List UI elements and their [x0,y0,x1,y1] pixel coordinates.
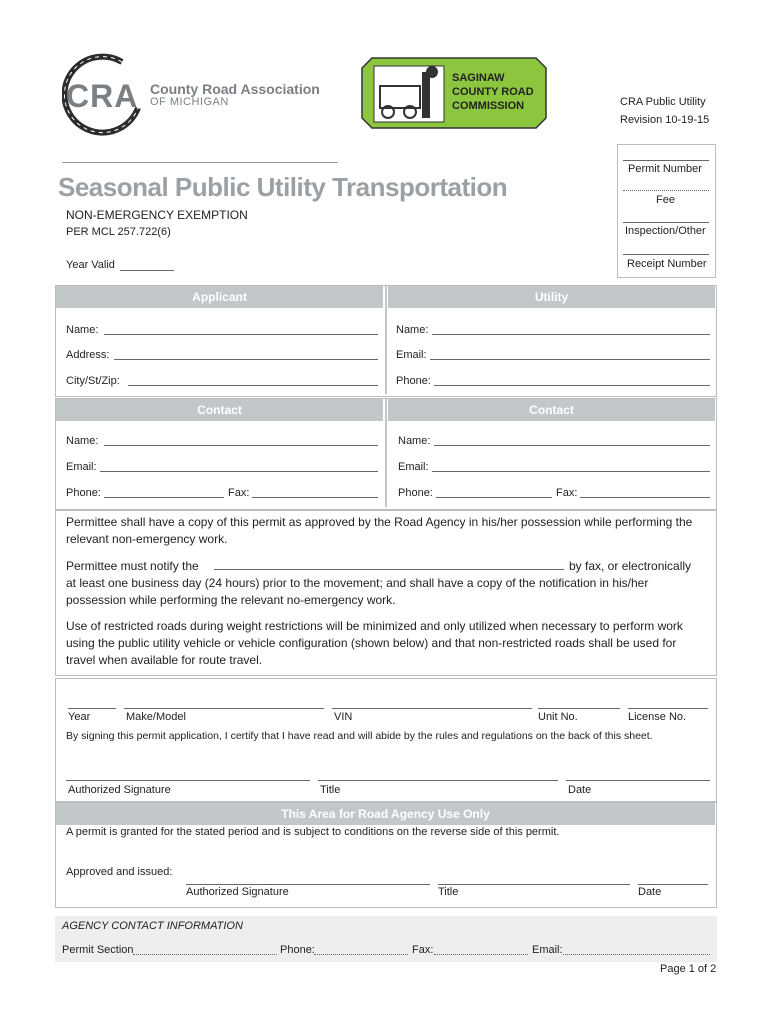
fee-label: Fee [656,194,675,206]
certify-text: By signing this permit application, I certify that I have read and will abide by the rules and regulations on the back of this sheet. [66,730,653,742]
contact-right-name-input[interactable] [434,445,710,446]
contact-email-input[interactable] [563,954,710,955]
contact-right-fax-input[interactable] [580,497,710,498]
applicant-title-label: Title [320,784,341,796]
applicant-city-input[interactable] [128,385,378,386]
utility-name-label: Name: [396,324,429,336]
agency-signature-label: Authorized Signature [186,886,289,898]
contact-phone-label: Phone: [280,944,315,956]
utility-name-input[interactable] [432,334,710,335]
notify-agency-input[interactable] [214,569,564,570]
contact-left-fax-label: Fax: [228,487,250,499]
applicant-city-label: City/St/Zip: [66,375,120,387]
unit-label: Unit No. [538,711,578,723]
doc-name: CRA Public Utility [620,96,706,108]
license-label: License No. [628,711,687,723]
vin-label: VIN [334,711,353,723]
paragraph-restricted-roads: Use of restricted roads during weight restrictions will be minimized and only utilized when necessary to perform work using the public utility vehicle or vehicle configuration (shown below) and that non-restricted roads shall be used for travel when available for route travel. [66,619,683,667]
applicant-signature-input[interactable] [66,780,310,781]
year-input[interactable] [68,708,116,709]
saginaw-line2: COUNTY ROAD [452,86,534,98]
receipt-label: Receipt Number [627,258,707,270]
contact-right-phone-input[interactable] [436,497,552,498]
permit-section-input[interactable] [133,954,277,955]
contact-left-fax-input[interactable] [252,497,378,498]
contact-fax-label: Fax: [412,944,434,956]
contact-email-label: Email: [532,944,563,956]
paragraph-notify-c: at least one business day (24 hours) prior to the movement; and shall have a copy of the notification in his/her possession while performing the relevant no-emergency work. [66,576,649,607]
utility-header: Utility [388,286,715,308]
permit-number-line[interactable] [623,160,709,161]
contact-right-email-label: Email: [398,461,429,473]
page-title: Seasonal Public Utility Transportation [58,172,508,202]
make-model-input[interactable] [124,708,324,709]
agency-contact-heading: AGENCY CONTACT INFORMATION [62,920,243,932]
license-input[interactable] [628,708,708,709]
applicant-address-input[interactable] [114,359,378,360]
applicant-address-label: Address: [66,349,110,361]
paragraph-notify-b: by fax, or electronically [569,559,692,573]
make-model-label: Make/Model [126,711,186,723]
utility-phone-input[interactable] [434,385,710,386]
applicant-name-input[interactable] [104,334,378,335]
applicant-title-input[interactable] [318,780,558,781]
subtitle-mcl: PER MCL 257.722(6) [66,226,171,238]
paragraph-possession: Permittee shall have a copy of this permit as approved by the Road Agency in his/her possession while performing the relevant non-emergency work. [66,515,693,546]
cra-logo-text: CRA [66,78,139,114]
title-rule [62,162,338,163]
agency-title-input[interactable] [438,884,630,885]
contact-right-fax-label: Fax: [556,487,578,499]
contact-right-header: Contact [388,399,715,421]
agency-date-input[interactable] [638,884,708,885]
contact-fax-input[interactable] [434,954,528,955]
applicant-signature-label: Authorized Signature [68,784,171,796]
contact-left-email-label: Email: [66,461,97,473]
contact-right-phone-label: Phone: [398,487,433,499]
contact-divider [385,399,387,507]
granted-text: A permit is granted for the stated period and is subject to conditions on the reverse side of this permit. [66,826,560,838]
subtitle-exemption: NON-EMERGENCY EXEMPTION [66,208,248,222]
vin-input[interactable] [332,708,532,709]
cra-name: County Road Association [150,81,320,97]
paragraph-notify-a: Permittee must notify the [66,559,199,573]
saginaw-line1: SAGINAW [452,72,505,84]
contact-right-email-input[interactable] [432,471,710,472]
contact-left-phone-input[interactable] [104,497,224,498]
year-label: Year [68,711,91,723]
page-number: Page 1 of 2 [660,963,717,975]
revision: Revision 10-19-15 [620,114,710,126]
agency-signature-input[interactable] [186,884,430,885]
inspection-line[interactable] [623,222,709,223]
column-divider [385,286,387,394]
contact-right-name-label: Name: [398,435,431,447]
year-valid-line[interactable] [120,270,174,271]
applicant-name-label: Name: [66,324,99,336]
agency-date-label: Date [638,886,662,898]
fee-line[interactable] [623,190,709,191]
inspection-label: Inspection/Other [625,225,706,237]
contact-left-name-input[interactable] [104,445,378,446]
applicant-date-input[interactable] [566,780,710,781]
utility-email-label: Email: [396,349,427,361]
cra-sub: OF MICHIGAN [150,96,229,108]
unit-input[interactable] [538,708,620,709]
contact-left-phone-label: Phone: [66,487,101,499]
agency-title-label: Title [438,886,459,898]
contact-left-name-label: Name: [66,435,99,447]
approved-label: Approved and issued: [66,866,173,878]
agency-use-header: This Area for Road Agency Use Only [56,803,715,825]
permit-number-label: Permit Number [628,163,702,175]
utility-email-input[interactable] [430,359,710,360]
receipt-line[interactable] [623,254,709,255]
contact-phone-input[interactable] [314,954,408,955]
contact-left-email-input[interactable] [100,471,378,472]
permit-section-label: Permit Section [62,944,134,956]
utility-phone-label: Phone: [396,375,431,387]
contact-left-header: Contact [56,399,383,421]
saginaw-line3: COMMISSION [452,100,525,112]
applicant-header: Applicant [56,286,383,308]
year-valid-label: Year Valid [66,259,115,271]
applicant-date-label: Date [568,784,592,796]
